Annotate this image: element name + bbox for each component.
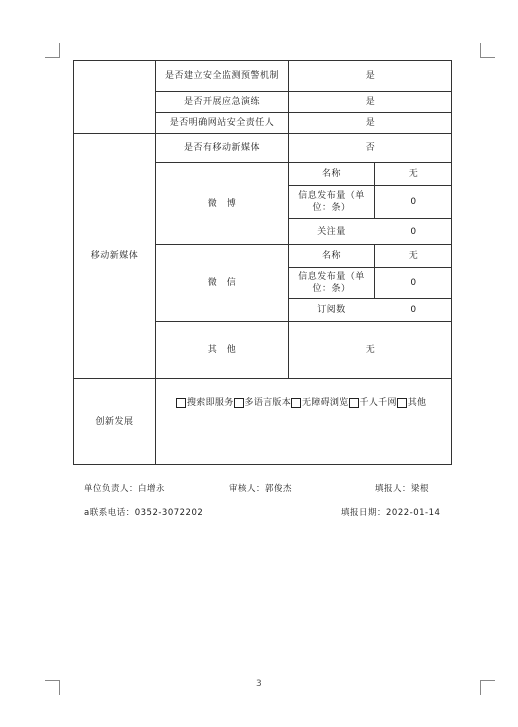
unit-head: 单位负责人：白增永 bbox=[84, 484, 166, 494]
mobile-section-label: 移动新媒体 bbox=[90, 251, 139, 261]
drill-label: 是否开展应急演练 bbox=[183, 97, 260, 107]
weixin-subscribe-value: 0 bbox=[410, 305, 417, 315]
weibo-follow-value: 0 bbox=[410, 226, 417, 237]
weixin-subscribe-label: 订阅数 bbox=[317, 305, 346, 315]
checkbox-icon[interactable] bbox=[234, 398, 244, 408]
report-table bbox=[73, 60, 452, 465]
innovation-option-1[interactable]: 多语言版本 bbox=[234, 397, 292, 409]
innovation-label: 创新发展 bbox=[95, 416, 134, 427]
innovation-option-3[interactable]: 千人千网 bbox=[349, 397, 397, 409]
weibo-publish-label: 信息发布量（单位：条） bbox=[298, 191, 365, 213]
crop-mark-bottom-right bbox=[480, 680, 495, 695]
weixin-name-value: 无 bbox=[408, 251, 419, 261]
weixin-publish-label: 信息发布量（单位：条） bbox=[298, 272, 365, 294]
phone: a联系电话：0352-3072202 bbox=[84, 508, 204, 518]
checkbox-icon[interactable] bbox=[349, 398, 359, 408]
weibo-publish-value: 0 bbox=[410, 197, 417, 207]
other-label: 其 他 bbox=[207, 345, 237, 355]
crop-mark-bottom-left bbox=[45, 680, 60, 695]
checkbox-icon[interactable] bbox=[397, 398, 407, 408]
has-mobile-label: 是否有移动新媒体 bbox=[183, 143, 260, 153]
weixin-label: 微 信 bbox=[207, 278, 237, 288]
weixin-name-label: 名称 bbox=[321, 251, 341, 261]
weixin-publish-value: 0 bbox=[410, 278, 417, 288]
owner-value: 是 bbox=[365, 118, 376, 128]
filler: 填报人：梁根 bbox=[375, 484, 430, 494]
crop-mark-top-left bbox=[45, 43, 60, 58]
reviewer: 审核人：郭俊杰 bbox=[229, 484, 293, 494]
other-value: 无 bbox=[365, 345, 376, 355]
checkbox-icon[interactable] bbox=[291, 398, 301, 408]
weibo-name-value: 无 bbox=[408, 169, 419, 179]
innovation-option-0[interactable]: 搜索即服务 bbox=[176, 397, 234, 409]
innovation-option-4[interactable]: 其他 bbox=[397, 397, 427, 409]
has-mobile-value: 否 bbox=[365, 143, 376, 153]
checkbox-icon[interactable] bbox=[176, 398, 186, 408]
weibo-label: 微 博 bbox=[207, 198, 237, 209]
drill-value: 是 bbox=[365, 97, 376, 107]
weibo-follow-label: 关注量 bbox=[317, 226, 346, 237]
owner-label: 是否明确网站安全责任人 bbox=[169, 118, 275, 128]
page-number: 3 bbox=[256, 679, 262, 689]
weibo-name-label: 名称 bbox=[321, 169, 341, 179]
innovation-options bbox=[156, 379, 452, 427]
monitor-value: 是 bbox=[365, 71, 376, 81]
monitor-label: 是否建立安全监测预警机制 bbox=[164, 71, 279, 81]
crop-mark-top-right bbox=[480, 43, 495, 58]
innovation-option-2[interactable]: 无障碍浏览 bbox=[291, 397, 349, 409]
report-date: 填报日期：2022-01-14 bbox=[341, 508, 441, 518]
